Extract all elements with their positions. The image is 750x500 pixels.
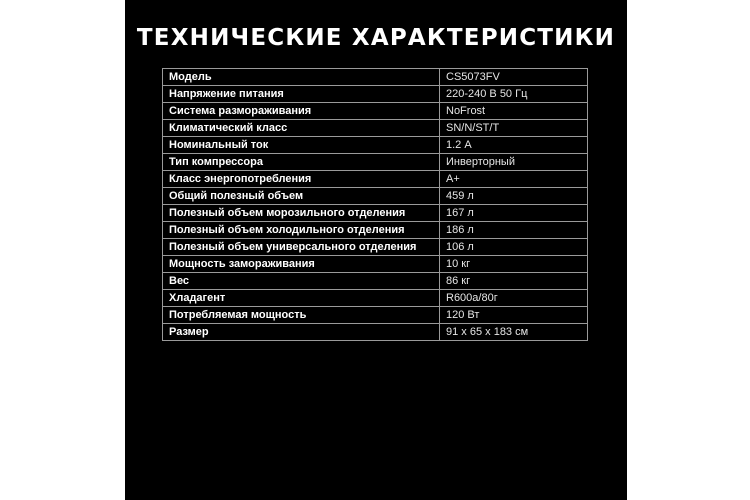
- spec-label: Мощность замораживания: [163, 256, 440, 273]
- table-row: [163, 86, 588, 103]
- table-row: [163, 205, 588, 222]
- spec-label: Потребляемая мощность: [163, 307, 440, 324]
- spec-value: 91 x 65 x 183 см: [440, 324, 588, 341]
- specs-table-body: [163, 69, 588, 341]
- spec-value: 186 л: [440, 222, 588, 239]
- spec-value: 10 кг: [440, 256, 588, 273]
- spec-value: 1.2 А: [440, 137, 588, 154]
- table-row: [163, 188, 588, 205]
- spec-label: Вес: [163, 273, 440, 290]
- table-row: [163, 103, 588, 120]
- spec-label: Номинальный ток: [163, 137, 440, 154]
- spec-value: 106 л: [440, 239, 588, 256]
- spec-label: Полезный объем холодильного отделения: [163, 222, 440, 239]
- spec-value: 220-240 В 50 Гц: [440, 86, 588, 103]
- specs-panel: [125, 0, 627, 500]
- table-row: [163, 154, 588, 171]
- table-row: [163, 69, 588, 86]
- spec-label: Полезный объем универсального отделения: [163, 239, 440, 256]
- spec-label: Модель: [163, 69, 440, 86]
- spec-value: CS5073FV: [440, 69, 588, 86]
- table-row: [163, 307, 588, 324]
- spec-value: 459 л: [440, 188, 588, 205]
- page-title: ТЕХНИЧЕСКИЕ ХАРАКТЕРИСТИКИ: [136, 25, 616, 51]
- table-row: [163, 171, 588, 188]
- spec-value: Инверторный: [440, 154, 588, 171]
- spec-label: Класс энергопотребления: [163, 171, 440, 188]
- specs-table: [162, 68, 588, 341]
- spec-label: Полезный объем морозильного отделения: [163, 205, 440, 222]
- spec-label: Общий полезный объем: [163, 188, 440, 205]
- spec-value: R600a/80г: [440, 290, 588, 307]
- table-row: [163, 239, 588, 256]
- table-row: [163, 324, 588, 341]
- table-row: [163, 222, 588, 239]
- table-row: [163, 120, 588, 137]
- spec-value: 167 л: [440, 205, 588, 222]
- table-row: [163, 137, 588, 154]
- table-row: [163, 273, 588, 290]
- table-row: [163, 256, 588, 273]
- spec-value: A+: [440, 171, 588, 188]
- spec-label: Система размораживания: [163, 103, 440, 120]
- spec-value: NoFrost: [440, 103, 588, 120]
- spec-label: Размер: [163, 324, 440, 341]
- spec-label: Хладагент: [163, 290, 440, 307]
- spec-label: Тип компрессора: [163, 154, 440, 171]
- spec-value: 86 кг: [440, 273, 588, 290]
- spec-label: Климатический класс: [163, 120, 440, 137]
- spec-value: SN/N/ST/T: [440, 120, 588, 137]
- table-row: [163, 290, 588, 307]
- spec-value: 120 Вт: [440, 307, 588, 324]
- spec-label: Напряжение питания: [163, 86, 440, 103]
